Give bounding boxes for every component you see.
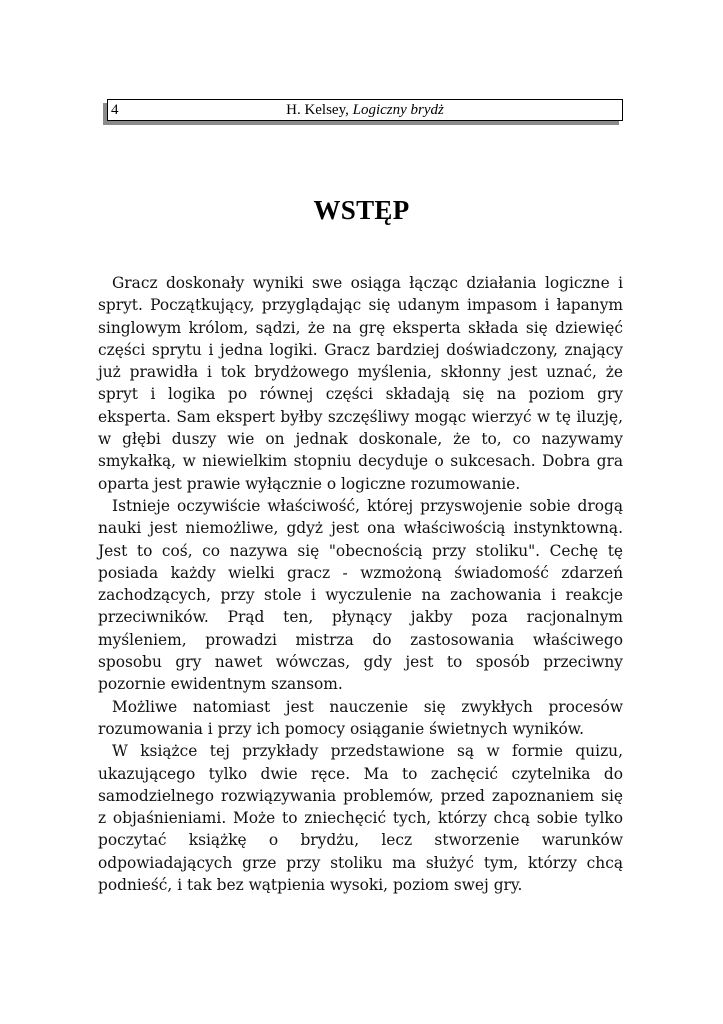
header-title [108, 102, 622, 119]
paragraph: Gracz doskonały wyniki swe osiąga łącząc działania logiczne i spryt. Początkujący, przyglądając się udanym impasom i łapanym singlowym królom, sądzi, że na grę eksperta składa się dziewięć części sprytu i jedna logiki. Gracz bardziej doświadczony, znający już prawidła i tok brydżowego myślenia, skłonny jest uznać, że spryt i logika po równej części składają się na poziom gry eksperta. Sam ekspert byłby szczęśliwy mogąc wierzyć w tę iluzję, w głębi duszy wie on jednak doskonale, że to, co nazywamy smykałką, w niewielkim stopniu decyduje o sukcesach. Dobra gra oparta jest prawie wyłącznie o logiczne rozumowanie. [98, 274, 623, 493]
body-text [98, 272, 623, 896]
running-header [107, 99, 623, 121]
page-number: 4 [111, 102, 119, 118]
paragraph: W książce tej przykłady przedstawione są w formie quizu, ukazującego tylko dwie ręce. Ma to zachęcić czytelnika do samodzielnego rozwiązywania problemów, przed zapoznaniem się z objaśnieniami. Może to zniechęcić tych, którzy chcą sobie tylko poczytać książkę o brydżu, lecz stworzenie warunków odpowiadających grze przy stoliku ma służyć tym, którzy chcą podnieść, i tak bez wątpienia wysoki, poziom swej gry. [98, 742, 623, 895]
paragraph: Istnieje oczywiście właściwość, której przyswojenie sobie drogą nauki jest niemożliwe, gdyż jest ona właściwością instynktowną. Jest to coś, co nazywa się "obecnością przy stoliku". Cechę tę posiada każdy wielki gracz - wzmożoną świadomość zdarzeń zachodzących, przy stole i wyczulenie na zachowania i reakcje przeciwników. Prąd ten, płynący jakby poza racjonalnym myśleniem, prowadzi mistrza do zastosowania właściwego sposobu gry nawet wówczas, gdy jest to sposób przeciwny pozornie ewidentnym szansom. [98, 496, 623, 694]
paragraph: Możliwe natomiast jest nauczenie się zwykłych procesów rozumowania i przy ich pomocy osiąganie świetnych wyników. [98, 697, 623, 738]
header-book-title: Logiczny brydż [352, 102, 444, 118]
header-author: H. Kelsey, [286, 102, 353, 118]
chapter-heading: WSTĘP [313, 195, 410, 225]
